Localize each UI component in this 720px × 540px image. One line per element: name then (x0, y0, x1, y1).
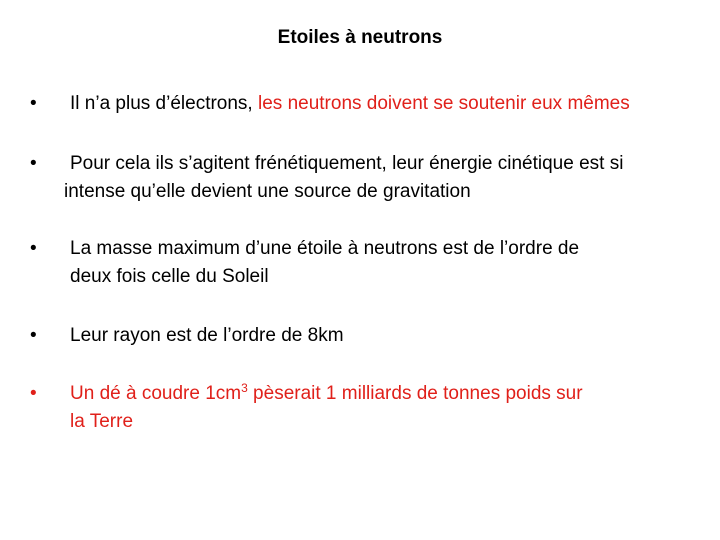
bullet-dot: • (30, 153, 37, 174)
bullet-dot: • (30, 93, 37, 114)
superscript: 3 (241, 381, 248, 395)
bullet-item-2 (30, 150, 690, 206)
bullet-line-2: la Terre (70, 411, 134, 432)
bullet-line-2: deux fois celle du Soleil (70, 266, 269, 287)
bullet-item-3 (30, 235, 690, 291)
bullet-dot: • (30, 383, 37, 404)
bullet-text (70, 235, 690, 291)
bullet-part-1: Un dé à coudre 1cm (70, 383, 242, 404)
bullet-text-black: Il n’a plus d’électrons, (70, 93, 258, 114)
bullet-text-red: les neutrons doivent se soutenir eux mêmes (258, 93, 630, 114)
bullet-line-1: La masse maximum d’une étoile à neutrons est de l’ordre de (70, 238, 580, 259)
bullet-text: Leur rayon est de l’ordre de 8km (70, 325, 344, 346)
bullet-part-2: pèserait 1 milliards de tonnes poids sur (247, 383, 583, 404)
bullet-dot: • (30, 238, 37, 259)
bullet-item-5 (30, 380, 690, 436)
slide-title: Etoiles à neutrons (277, 27, 443, 48)
bullet-dot: • (30, 325, 37, 346)
bullet-line-1: Pour cela ils s’agitent frénétiquement, leur énergie cinétique est si (70, 153, 624, 174)
bullet-text (70, 90, 690, 118)
bullet-text (70, 380, 690, 436)
bullet-text (64, 150, 690, 206)
bullet-item-4 (30, 322, 690, 350)
bullet-line-2: intense qu’elle devient une source de gravitation (64, 181, 471, 202)
bullet-item-1 (30, 90, 690, 118)
